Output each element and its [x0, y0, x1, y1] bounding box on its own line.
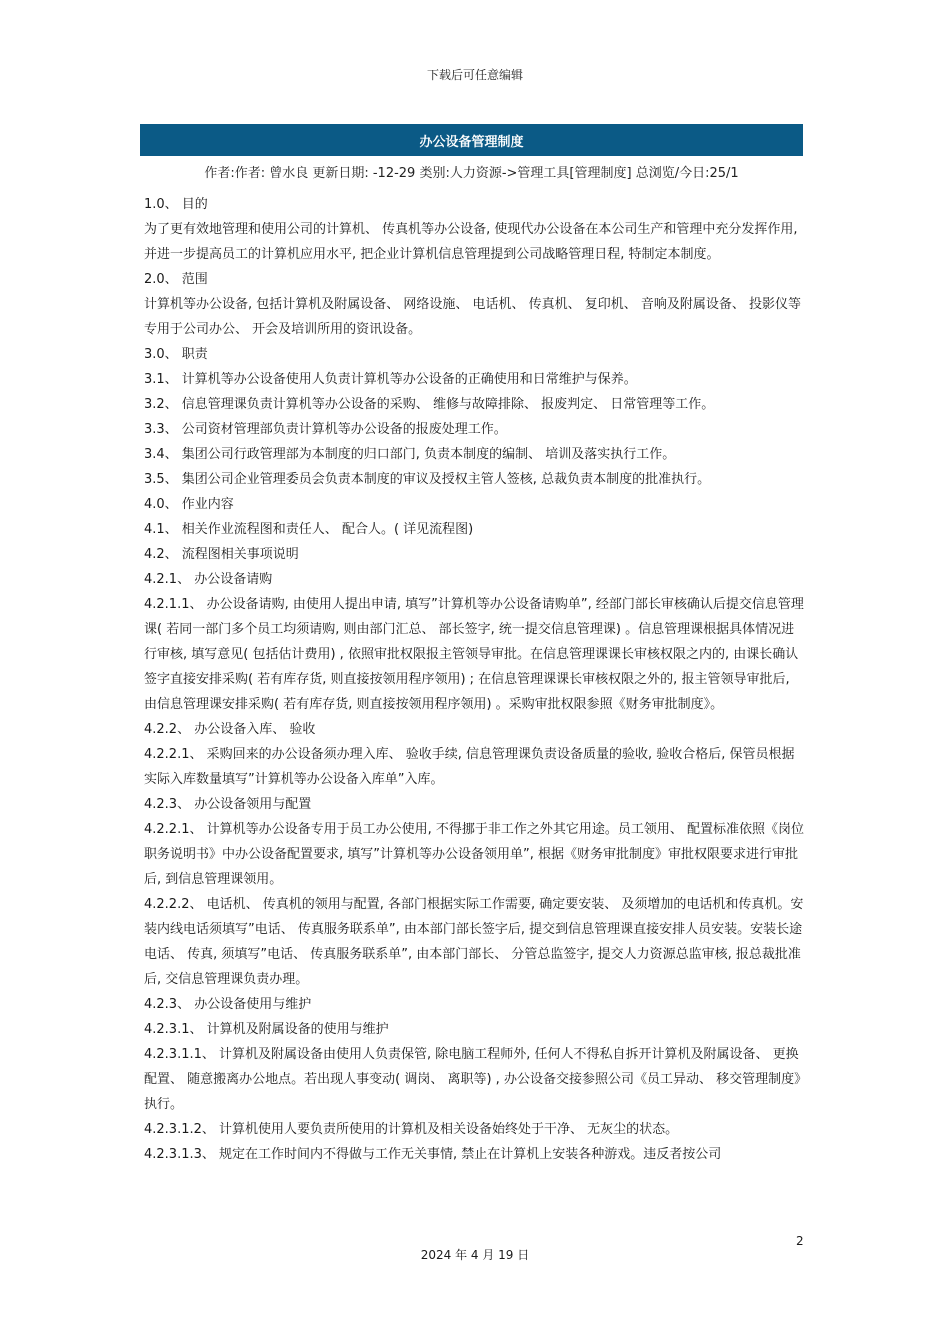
paragraph: 4.2.2.1、 计算机等办公设备专用于员工办公使用, 不得挪于非工作之外其它用途。员工领用、 配置标准依照《岗位职务说明书》中办公设备配置要求, 填写”计算机等办公设备领用单”, 根据《财务审批制度》审批权限要求进行审批后, 到信息管理课领用。: [144, 822, 805, 887]
paragraph: 4.2.1、 办公设备请购: [144, 572, 273, 587]
footer-date: 2024 年 4 月 19 日: [420, 1248, 530, 1262]
paragraph: 4.2.3.1.1、 计算机及附属设备由使用人负责保管, 除电脑工程师外, 任何人不得私自拆开计算机及附属设备、 更换配置、 随意搬离办公地点。若出现人事变动( 调岗、 离职等) , 办公设备交接参照公司《员工异动、 移交管理制度》执行。: [144, 1047, 801, 1112]
paragraph: 4.2.3、 办公设备领用与配置: [144, 797, 312, 812]
paragraph: 4.2.3.1.3、 规定在工作时间内不得做与工作无关事情, 禁止在计算机上安装各种游戏。违反者按公司: [144, 1147, 722, 1162]
paragraph: 4.2.1.1、 办公设备请购, 由使用人提出申请, 填写”计算机等办公设备请购单”, 经部门部长审核确认后提交信息管理课( 若同一部门多个员工均须请购, 则由部门汇总、 部长签字, 统一提交信息管理课) 。信息管理课根据具体情况进行审核, 填写意见( 包括估计费用) , 依照审批权限报主管领导审批。在信息管理课课长审核权限之内的, 由课长确认签字直接安排采购( 若有库存货, 则直接按领用程序领用) ; 在信息管理课课长审核权限之外的, 报主管领导审批后, 由信息管理课安排采购( 若有库存货, 则直接按领用程序领用) 。采购审批权限参照《财务审批制度》。: [144, 597, 804, 712]
paragraph: 3.4、 集团公司行政管理部为本制度的归口部门, 负责本制度的编制、 培训及落实执行工作。: [144, 447, 676, 462]
paragraph: 4.2.3.1、 计算机及附属设备的使用与维护: [144, 1022, 389, 1037]
paragraph: 计算机等办公设备, 包括计算机及附属设备、 网络设施、 电话机、 传真机、 复印机、 音响及附属设备、 投影仪等专用于公司办公、 开会及培训所用的资讯设备。: [144, 297, 802, 337]
header-note: 下载后可任意编辑: [426, 68, 523, 82]
paragraph: 4.2.2.1、 采购回来的办公设备须办理入库、 验收手续, 信息管理课负责设备质量的验收, 验收合格后, 保管员根据实际入库数量填写”计算机等办公设备入库单”入库。: [144, 747, 795, 787]
paragraph: 4.2、 流程图相关事项说明: [144, 547, 299, 562]
document-body: [144, 192, 804, 1167]
document-meta: 作者:作者: 曾水良 更新日期: -12-29 类别:人力资源->管理工具[管理制度] 总浏览/今日:25/1: [204, 166, 739, 181]
paragraph: 4.2.2.2、 电话机、 传真机的领用与配置, 各部门根据实际工作需要, 确定要安装、 及须增加的电话机和传真机。安装内线电话须填写”电话、 传真服务联系单”, 由本部门部长签字后, 提交到信息管理课直接安排人员安装。安装长途电话、 传真, 须填写”电话、 传真服务联系单”, 由本部门部长、 分管总监签字, 提交人力资源总监审核, 报总裁批准后, 交信息管理课负责办理。: [144, 897, 804, 987]
document-title-bar: [140, 124, 803, 156]
paragraph: 3.1、 计算机等办公设备使用人负责计算机等办公设备的正确使用和日常维护与保养。: [144, 372, 637, 387]
paragraph: 3.2、 信息管理课负责计算机等办公设备的采购、 维修与故障排除、 报废判定、 日常管理等工作。: [144, 397, 715, 412]
paragraph: 1.0、 目的: [144, 197, 208, 212]
paragraph: 4.2.3、 办公设备使用与维护: [144, 997, 312, 1012]
paragraph: 4.2.2、 办公设备入库、 验收: [144, 722, 316, 737]
page-number: 2: [796, 1234, 804, 1248]
paragraph: 3.0、 职责: [144, 347, 208, 362]
paragraph: 4.1、 相关作业流程图和责任人、 配合人。( 详见流程图): [144, 522, 474, 537]
paragraph: 3.5、 集团公司企业管理委员会负责本制度的审议及授权主管人签核, 总裁负责本制度的批准执行。: [144, 472, 711, 487]
paragraph: 4.0、 作业内容: [144, 497, 234, 512]
paragraph: 3.3、 公司资材管理部负责计算机等办公设备的报废处理工作。: [144, 422, 507, 437]
paragraph: 4.2.3.1.2、 计算机使用人要负责所使用的计算机及相关设备始终处于干净、 无灰尘的状态。: [144, 1122, 679, 1137]
paragraph: 2.0、 范围: [144, 272, 208, 287]
document-title: 办公设备管理制度: [419, 134, 524, 150]
paragraph: 为了更有效地管理和使用公司的计算机、 传真机等办公设备, 使现代办公设备在本公司生产和管理中充分发挥作用, 并进一步提高员工的计算机应用水平, 把企业计算机信息管理提到公司战略管理日程, 特制定本制度。: [144, 222, 798, 262]
